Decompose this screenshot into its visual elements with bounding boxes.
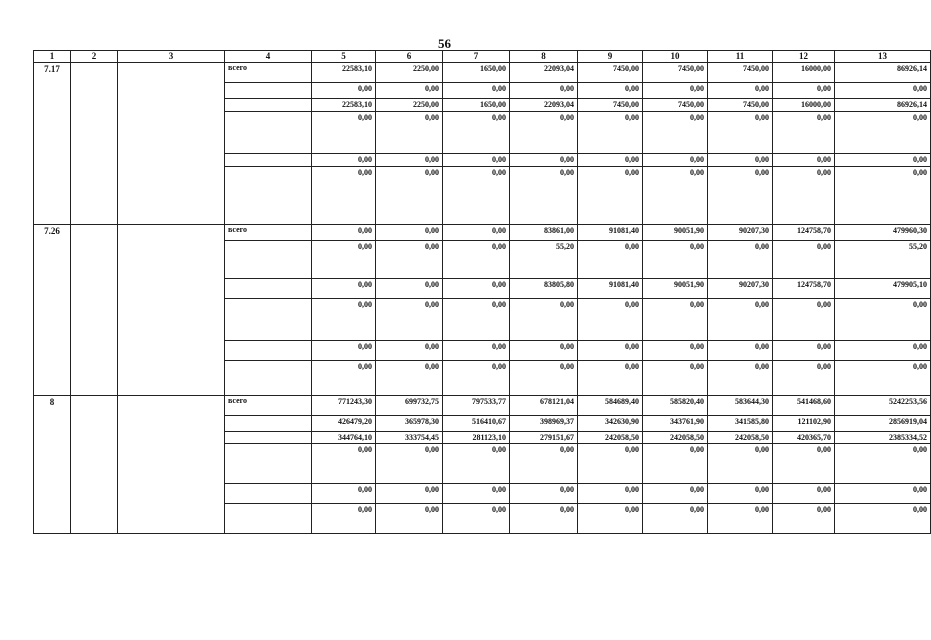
value-col-8: 22093,04	[510, 63, 578, 83]
value-col-6: 699732,75	[376, 396, 443, 416]
value-col-12: 0,00	[773, 167, 835, 225]
value-col-10: 0,00	[643, 484, 708, 504]
value-col-12: 0,00	[773, 341, 835, 361]
value-col-8: 0,00	[510, 484, 578, 504]
value-col-7: 0,00	[443, 241, 510, 279]
value-col-10: 0,00	[643, 241, 708, 279]
value-col-10: 0,00	[643, 504, 708, 534]
funding-source	[225, 99, 312, 112]
value-col-11: 0,00	[708, 444, 773, 484]
value-col-5: 0,00	[312, 154, 376, 167]
funding-source	[225, 83, 312, 99]
value-col-5: 0,00	[312, 341, 376, 361]
funding-source	[225, 154, 312, 167]
value-col-7: 0,00	[443, 154, 510, 167]
value-col-10: 0,00	[643, 444, 708, 484]
value-col-10: 585820,40	[643, 396, 708, 416]
value-col-10: 90051,90	[643, 279, 708, 299]
item-code: 7.26	[34, 225, 71, 396]
value-col-11: 0,00	[708, 167, 773, 225]
column-number-2: 2	[71, 51, 118, 63]
value-col-6: 2250,00	[376, 63, 443, 83]
value-col-12: 0,00	[773, 241, 835, 279]
value-col-5: 344764,10	[312, 432, 376, 444]
table-row	[34, 396, 931, 416]
value-col-6: 0,00	[376, 484, 443, 504]
value-col-13: 0,00	[835, 484, 931, 504]
value-col-5: 0,00	[312, 361, 376, 396]
column-number-4: 4	[225, 51, 312, 63]
value-col-8: 22093,04	[510, 99, 578, 112]
value-col-6: 0,00	[376, 154, 443, 167]
value-col-10: 343761,90	[643, 416, 708, 432]
funding-source	[225, 279, 312, 299]
value-col-11: 0,00	[708, 154, 773, 167]
column-number-9: 9	[578, 51, 643, 63]
funding-source	[225, 361, 312, 396]
value-col-10: 0,00	[643, 361, 708, 396]
value-col-12: 0,00	[773, 444, 835, 484]
value-col-6: 0,00	[376, 83, 443, 99]
value-col-9: 342630,90	[578, 416, 643, 432]
value-col-11: 0,00	[708, 361, 773, 396]
value-col-5: 0,00	[312, 83, 376, 99]
value-col-13: 479905,10	[835, 279, 931, 299]
value-col-7: 0,00	[443, 167, 510, 225]
value-col-8: 0,00	[510, 299, 578, 341]
value-col-6: 0,00	[376, 361, 443, 396]
value-col-12: 16000,00	[773, 99, 835, 112]
column-number-13: 13	[835, 51, 931, 63]
value-col-13: 0,00	[835, 154, 931, 167]
value-col-6: 0,00	[376, 341, 443, 361]
value-col-8: 0,00	[510, 83, 578, 99]
value-col-8: 0,00	[510, 504, 578, 534]
value-col-9: 0,00	[578, 361, 643, 396]
value-col-12: 16000,00	[773, 63, 835, 83]
value-col-5: 426479,20	[312, 416, 376, 432]
value-col-13: 0,00	[835, 361, 931, 396]
value-col-10: 0,00	[643, 341, 708, 361]
value-col-9: 0,00	[578, 112, 643, 154]
value-col-12: 0,00	[773, 361, 835, 396]
item-name	[118, 63, 225, 225]
value-col-5: 0,00	[312, 241, 376, 279]
funding-source	[225, 504, 312, 534]
column-number-11: 11	[708, 51, 773, 63]
value-col-12: 0,00	[773, 299, 835, 341]
funding-source	[225, 167, 312, 225]
value-col-9: 0,00	[578, 299, 643, 341]
value-col-6: 0,00	[376, 299, 443, 341]
value-col-10: 242058,50	[643, 432, 708, 444]
value-col-11: 242058,50	[708, 432, 773, 444]
value-col-6: 0,00	[376, 225, 443, 241]
value-col-6: 2250,00	[376, 99, 443, 112]
value-col-9: 7450,00	[578, 99, 643, 112]
value-col-6: 0,00	[376, 112, 443, 154]
value-col-9: 242058,50	[578, 432, 643, 444]
value-col-13: 0,00	[835, 112, 931, 154]
value-col-8: 55,20	[510, 241, 578, 279]
column-number-3: 3	[118, 51, 225, 63]
value-col-9: 0,00	[578, 444, 643, 484]
value-col-5: 0,00	[312, 444, 376, 484]
item-code: 8	[34, 396, 71, 534]
value-col-6: 0,00	[376, 167, 443, 225]
value-col-10: 7450,00	[643, 99, 708, 112]
value-col-8: 279151,67	[510, 432, 578, 444]
value-col-9: 91081,40	[578, 225, 643, 241]
value-col-9: 0,00	[578, 341, 643, 361]
column-number-1: 1	[34, 51, 71, 63]
value-col-13: 55,20	[835, 241, 931, 279]
value-col-7: 0,00	[443, 112, 510, 154]
value-col-13: 86926,14	[835, 63, 931, 83]
funding-source: всего	[225, 225, 312, 241]
value-col-11: 90207,30	[708, 279, 773, 299]
value-col-9: 0,00	[578, 167, 643, 225]
funding-source: всего	[225, 63, 312, 83]
value-col-12: 124758,70	[773, 225, 835, 241]
column-number-6: 6	[376, 51, 443, 63]
value-col-7: 281123,10	[443, 432, 510, 444]
column-number-5: 5	[312, 51, 376, 63]
value-col-7: 1650,00	[443, 99, 510, 112]
value-col-11: 0,00	[708, 241, 773, 279]
value-col-13: 0,00	[835, 299, 931, 341]
item-type	[71, 225, 118, 396]
value-col-12: 541468,60	[773, 396, 835, 416]
value-col-10: 0,00	[643, 112, 708, 154]
column-number-8: 8	[510, 51, 578, 63]
value-col-9: 91081,40	[578, 279, 643, 299]
value-col-13: 0,00	[835, 504, 931, 534]
value-col-5: 0,00	[312, 504, 376, 534]
value-col-8: 0,00	[510, 112, 578, 154]
value-col-8: 83861,00	[510, 225, 578, 241]
value-col-7: 1650,00	[443, 63, 510, 83]
value-col-9: 0,00	[578, 504, 643, 534]
value-col-10: 90051,90	[643, 225, 708, 241]
value-col-11: 0,00	[708, 504, 773, 534]
value-col-6: 0,00	[376, 444, 443, 484]
value-col-8: 0,00	[510, 361, 578, 396]
value-col-5: 0,00	[312, 279, 376, 299]
funding-source	[225, 416, 312, 432]
column-number-12: 12	[773, 51, 835, 63]
value-col-6: 333754,45	[376, 432, 443, 444]
value-col-7: 0,00	[443, 225, 510, 241]
value-col-11: 583644,30	[708, 396, 773, 416]
table-row	[34, 225, 931, 241]
funding-source	[225, 112, 312, 154]
value-col-9: 0,00	[578, 154, 643, 167]
value-col-12: 0,00	[773, 504, 835, 534]
value-col-7: 0,00	[443, 361, 510, 396]
value-col-11: 7450,00	[708, 63, 773, 83]
column-number-10: 10	[643, 51, 708, 63]
value-col-5: 22583,10	[312, 63, 376, 83]
value-col-8: 83805,80	[510, 279, 578, 299]
value-col-11: 0,00	[708, 484, 773, 504]
value-col-6: 0,00	[376, 504, 443, 534]
value-col-13: 0,00	[835, 167, 931, 225]
value-col-10: 0,00	[643, 83, 708, 99]
value-col-12: 0,00	[773, 112, 835, 154]
value-col-13: 5242253,56	[835, 396, 931, 416]
value-col-7: 0,00	[443, 299, 510, 341]
value-col-9: 0,00	[578, 241, 643, 279]
value-col-7: 0,00	[443, 83, 510, 99]
value-col-6: 0,00	[376, 241, 443, 279]
value-col-9: 0,00	[578, 83, 643, 99]
value-col-13: 2856919,04	[835, 416, 931, 432]
value-col-11: 0,00	[708, 83, 773, 99]
funding-source	[225, 299, 312, 341]
value-col-7: 0,00	[443, 444, 510, 484]
item-code: 7.17	[34, 63, 71, 225]
value-col-7: 797533,77	[443, 396, 510, 416]
column-number-7: 7	[443, 51, 510, 63]
value-col-10: 0,00	[643, 299, 708, 341]
budget-table	[33, 50, 931, 534]
funding-source	[225, 341, 312, 361]
value-col-9: 0,00	[578, 484, 643, 504]
value-col-11: 0,00	[708, 299, 773, 341]
value-col-11: 341585,80	[708, 416, 773, 432]
value-col-12: 420365,70	[773, 432, 835, 444]
table-row	[34, 63, 931, 83]
value-col-5: 0,00	[312, 167, 376, 225]
value-col-8: 0,00	[510, 341, 578, 361]
item-name	[118, 396, 225, 534]
value-col-8: 678121,04	[510, 396, 578, 416]
value-col-12: 0,00	[773, 484, 835, 504]
funding-source: всего	[225, 396, 312, 416]
value-col-10: 7450,00	[643, 63, 708, 83]
value-col-13: 0,00	[835, 83, 931, 99]
value-col-10: 0,00	[643, 167, 708, 225]
column-number-row	[34, 51, 931, 63]
value-col-7: 0,00	[443, 484, 510, 504]
value-col-9: 584689,40	[578, 396, 643, 416]
value-col-11: 0,00	[708, 341, 773, 361]
value-col-12: 0,00	[773, 83, 835, 99]
value-col-5: 0,00	[312, 299, 376, 341]
funding-source	[225, 432, 312, 444]
value-col-5: 22583,10	[312, 99, 376, 112]
value-col-13: 0,00	[835, 341, 931, 361]
funding-source	[225, 444, 312, 484]
value-col-12: 0,00	[773, 154, 835, 167]
value-col-11: 90207,30	[708, 225, 773, 241]
funding-source	[225, 241, 312, 279]
value-col-5: 0,00	[312, 484, 376, 504]
value-col-7: 0,00	[443, 341, 510, 361]
value-col-12: 124758,70	[773, 279, 835, 299]
value-col-5: 771243,30	[312, 396, 376, 416]
value-col-6: 0,00	[376, 279, 443, 299]
value-col-11: 7450,00	[708, 99, 773, 112]
value-col-10: 0,00	[643, 154, 708, 167]
value-col-8: 398969,37	[510, 416, 578, 432]
value-col-7: 0,00	[443, 504, 510, 534]
value-col-5: 0,00	[312, 225, 376, 241]
item-type	[71, 396, 118, 534]
value-col-5: 0,00	[312, 112, 376, 154]
value-col-9: 7450,00	[578, 63, 643, 83]
value-col-6: 365978,30	[376, 416, 443, 432]
value-col-13: 0,00	[835, 444, 931, 484]
value-col-12: 121102,90	[773, 416, 835, 432]
value-col-7: 516410,67	[443, 416, 510, 432]
value-col-13: 479960,30	[835, 225, 931, 241]
value-col-11: 0,00	[708, 112, 773, 154]
funding-source	[225, 484, 312, 504]
value-col-8: 0,00	[510, 444, 578, 484]
value-col-13: 86926,14	[835, 99, 931, 112]
value-col-8: 0,00	[510, 167, 578, 225]
page-number: 56	[438, 36, 451, 51]
item-name	[118, 225, 225, 396]
value-col-7: 0,00	[443, 279, 510, 299]
value-col-8: 0,00	[510, 154, 578, 167]
item-type	[71, 63, 118, 225]
value-col-13: 2385334,52	[835, 432, 931, 444]
